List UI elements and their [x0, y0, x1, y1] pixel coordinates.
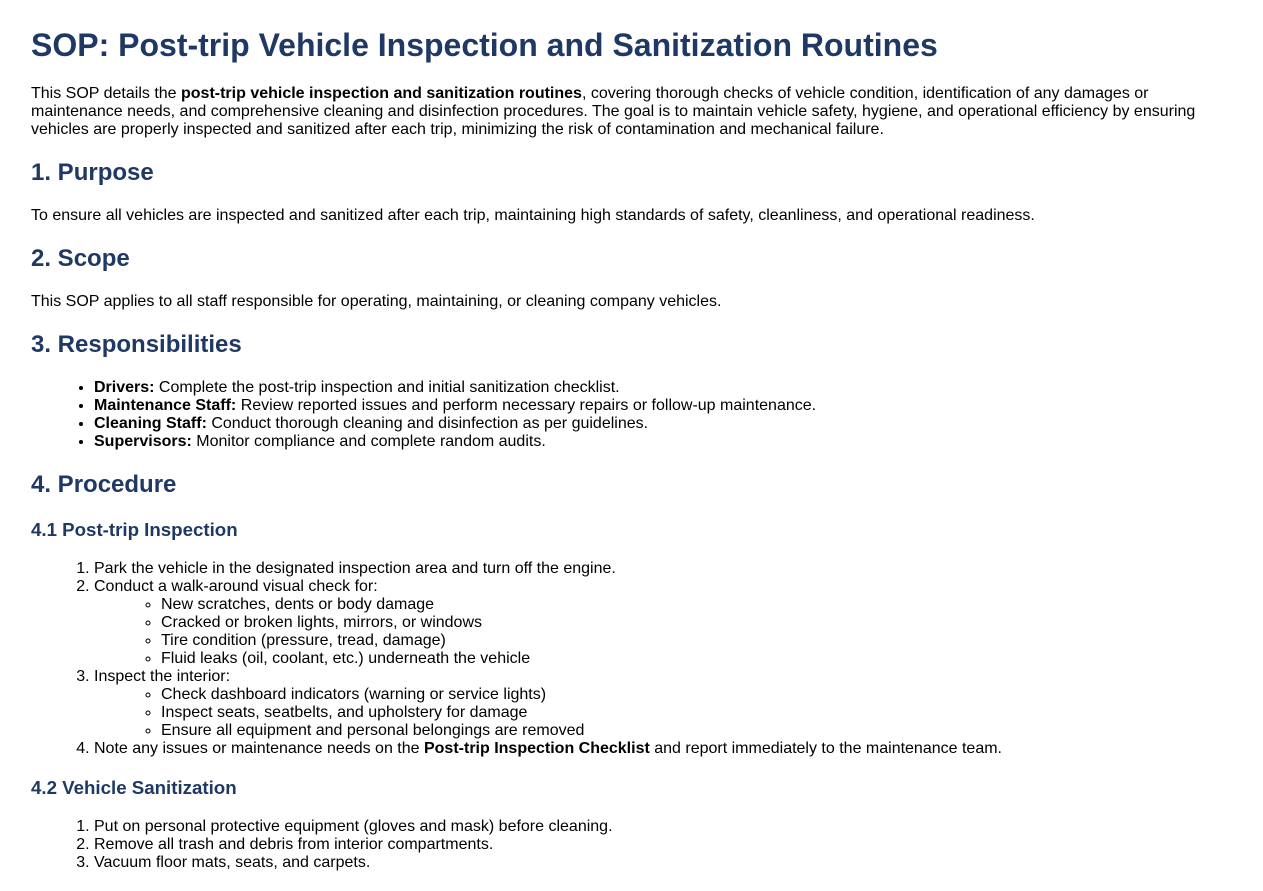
role-description: Monitor compliance and complete random audits.: [191, 433, 546, 450]
section-heading-responsibilities: 3. Responsibilities: [31, 331, 242, 358]
step-text-post: and report immediately to the maintenance team.: [649, 740, 1002, 757]
inspection-step: [94, 668, 1232, 740]
inspection-step: 1. Park the vehicle in the designated inspection area and turn off the engine.: [94, 560, 1232, 578]
section-heading-scope: 2. Scope: [31, 245, 130, 272]
page-title: SOP: Post-trip Vehicle Inspection and Sanitization Routines: [31, 27, 938, 63]
sanitization-step: 3. Vacuum floor mats, seats, and carpets.: [94, 854, 1232, 872]
inspection-step: [94, 740, 1232, 758]
purpose-paragraph: To ensure all vehicles are inspected and sanitized after each trip, maintaining high standards of safety, cleanliness, and operational readiness.: [31, 207, 1035, 224]
step-text: Inspect the interior:: [94, 668, 231, 685]
inspection-substep: ◦ New scratches, dents or body damage: [161, 596, 1232, 614]
inspection-substep: ◦ Ensure all equipment and personal belongings are removed: [161, 722, 1232, 740]
role-label: Drivers:: [94, 379, 155, 396]
inspection-substep: ◦ Cracked or broken lights, mirrors, or windows: [161, 614, 1232, 632]
responsibilities-list: [31, 379, 1232, 451]
sanitization-step: 2. Remove all trash and debris from interior compartments.: [94, 836, 1232, 854]
sanitization-step: 1. Put on personal protective equipment (gloves and mask) before cleaning.: [94, 818, 1232, 836]
role-description: Complete the post-trip inspection and initial sanitization checklist.: [154, 379, 620, 396]
inspection-substeps-exterior: [94, 596, 1232, 668]
responsibility-item-drivers: [94, 379, 1232, 397]
role-description: Review reported issues and perform necessary repairs or follow-up maintenance.: [236, 397, 817, 414]
sop-document: [31, 27, 1232, 872]
intro-paragraph: [31, 85, 1232, 139]
inspection-substeps-interior: [94, 686, 1232, 740]
inspection-steps-list: [31, 560, 1232, 758]
sanitization-steps-list: [31, 818, 1232, 872]
inspection-substep: ◦ Inspect seats, seatbelts, and upholstery for damage: [161, 704, 1232, 722]
intro-text-pre: This SOP details the: [31, 85, 181, 102]
subsection-heading-vehicle-sanitization: 4.2 Vehicle Sanitization: [31, 777, 237, 798]
step-text-pre: Note any issues or maintenance needs on the: [94, 740, 424, 757]
inspection-substep: ◦ Tire condition (pressure, tread, damage): [161, 632, 1232, 650]
section-heading-purpose: 1. Purpose: [31, 159, 154, 186]
scope-paragraph: This SOP applies to all staff responsible for operating, maintaining, or cleaning company vehicles.: [31, 293, 722, 310]
step-text: Conduct a walk-around visual check for:: [94, 578, 378, 595]
intro-text-post: , covering thorough checks of vehicle condition, identification of any damages or maintenance needs, and comprehensive cleaning and disinfection procedures. The goal is to maintain vehicle safety, hygiene, and operational efficiency by ensuring vehicles are properly inspected and sanitized after each trip, minimizing the risk of contamination and mechanical failure.: [31, 85, 1196, 138]
subsection-heading-post-trip-inspection: 4.1 Post-trip Inspection: [31, 519, 238, 540]
role-label: Cleaning Staff:: [94, 415, 207, 432]
inspection-substep: ◦ Check dashboard indicators (warning or service lights): [161, 686, 1232, 704]
role-description: Conduct thorough cleaning and disinfection as per guidelines.: [206, 415, 649, 432]
section-heading-procedure: 4. Procedure: [31, 471, 177, 498]
inspection-substep: ◦ Fluid leaks (oil, coolant, etc.) underneath the vehicle: [161, 650, 1232, 668]
checklist-name-bold: Post-trip Inspection Checklist: [423, 740, 650, 757]
responsibility-item-supervisors: [94, 433, 1232, 451]
role-label: Supervisors:: [94, 433, 192, 450]
responsibility-item-maintenance: [94, 397, 1232, 415]
role-label: Maintenance Staff:: [94, 397, 237, 414]
intro-text-bold: post-trip vehicle inspection and sanitization routines: [181, 85, 582, 102]
inspection-step: [94, 578, 1232, 668]
responsibility-item-cleaning: [94, 415, 1232, 433]
